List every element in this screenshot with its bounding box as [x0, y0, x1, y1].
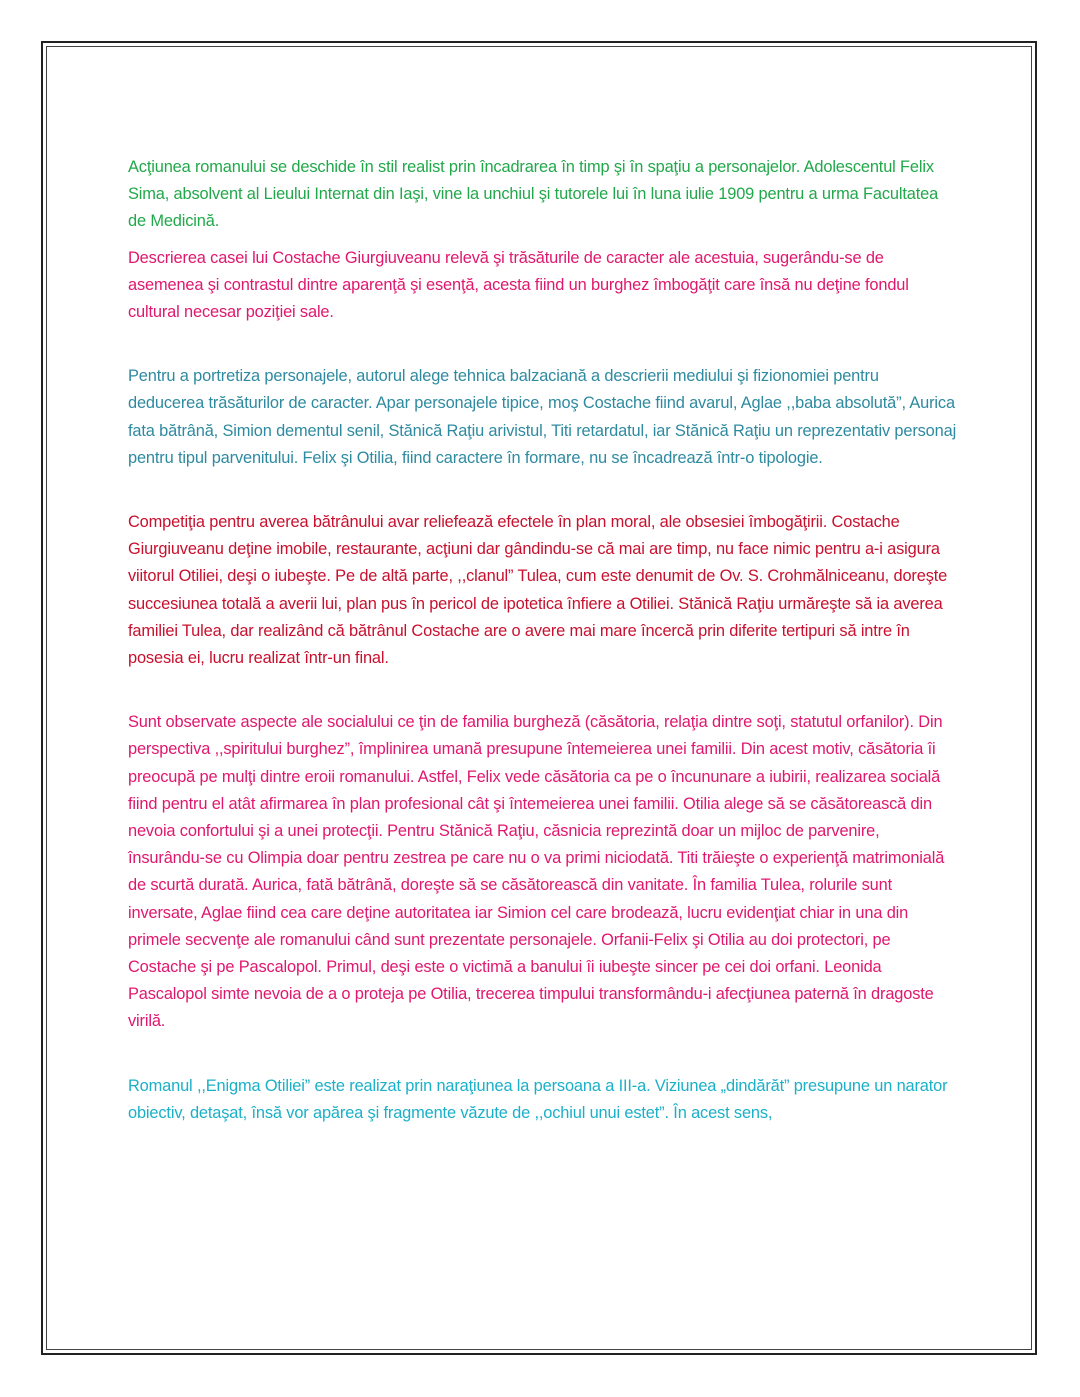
paragraph-intro: Acţiunea romanului se deschide în stil realist prin încadrarea în timp şi în spaţiu a personajelor. Adolescentul Felix Sima, absolvent al Lieului Internat din Iaşi, vine la unchiul şi tutorele lui în luna iulie 1909 pentru a urma Facultatea de Medicină.	[128, 158, 939, 231]
paragraph-house-description: Descrierea casei lui Costache Giurgiuveanu relevă şi trăsăturile de caracter ale acestuia, sugerându-se de asemenea şi contrastul dintre aparenţă şi esenţă, acesta fiind un burghez îmbogăţit care însă nu deţine fondul cultural necesar poziţiei sale.	[128, 248, 909, 322]
document-body	[128, 154, 958, 1127]
paragraph-character-portraits: Pentru a portretiza personajele, autorul alege tehnica balzaciană a descrierii mediului şi fizionomiei pentru deducerea trăsăturilor de caracter. Apar personajele tipice, moş Costache fiind avarul, Aglae ,,baba absolută”, Aurica fata bătrână, Simion dementul senil, Stănică Raţiu arivistul, Titi retardatul, iar Stănică Raţiu un reprezentativ personaj pentru tipul parvenitului. Felix şi Otilia, fiind caractere în formare, nu se încadrează într-o tipologie.	[128, 367, 957, 467]
paragraph-narration: Romanul ,,Enigma Otiliei” este realizat prin naraţiunea la persoana a III-a. Viziunea „dindărăt” presupune un narator obiectiv, detaşat, însă vor apărea şi fragmente văzute de ,,ochiul unui estet”. În acest sens,	[128, 1076, 948, 1122]
paragraph-bourgeois-family: Sunt observate aspecte ale socialului ce ţin de familia burgheză (căsătoria, relaţia dintre soţi, statutul orfanilor). Din perspectiva ,,spiritului burghez”, împlinirea umană presupune întemeierea unei familii. Din acest motiv, căsătoria îi preocupă pe mulţi dintre eroii romanului. Astfel, Felix vede căsătoria ca pe o încununare a iubirii, realizarea socială fiind pentru el atât afirmarea în plan profesional cât şi întemeierea unei familii. Otilia alege să se căsătorească din nevoia confortului şi a unei protecţii. Pentru Stănică Raţiu, căsnicia reprezintă doar un mijloc de parvenire, însurându-se cu Olimpia doar pentru zestrea pe care nu o va primi niciodată. Titi trăieşte o experienţă matrimonială de scurtă durată. Aurica, fată bătrână, doreşte să se căsătorească din vanitate. În familia Tulea, rolurile sunt inversate, Aglae fiind cea care deţine autoritatea iar Simion cel care brodează, lucru evidenţiat chiar in una din primele secvenţe ale romanului când sunt prezentate personajele. Orfanii-Felix şi Otilia au doi protectori, pe Costache şi pe Pascalopol. Primul, deşi este o victimă a banului îi iubeşte sincer pe cei doi orfani. Leonida Pascalopol simte nevoia de a o proteja pe Otilia, trecerea timpului transformându-i afecţiunea paternă în dragoste virilă.	[128, 713, 945, 1031]
paragraph-inheritance-competition: Competiţia pentru averea bătrânului avar reliefează efectele în plan moral, ale obsesiei îmbogăţirii. Costache Giurgiuveanu deţine imobile, restaurante, acţiuni dar gândindu-se că mai are timp, nu face nimic pentru a-i asigura viitorul Otiliei, deşi o iubeşte. Pe de altă parte, ,,clanul” Tulea, cum este denumit de Ov. S. Crohmălniceanu, doreşte succesiunea totală a averii lui, plan pus în pericol de ipotetica înfiere a Otiliei. Stănică Raţiu urmăreşte să ia averea familiei Tulea, dar realizând că bătrânul Costache are o avere mai mare încercă prin diferite tertipuri să intre în posesia ei, lucru realizat într-un final.	[128, 513, 948, 668]
